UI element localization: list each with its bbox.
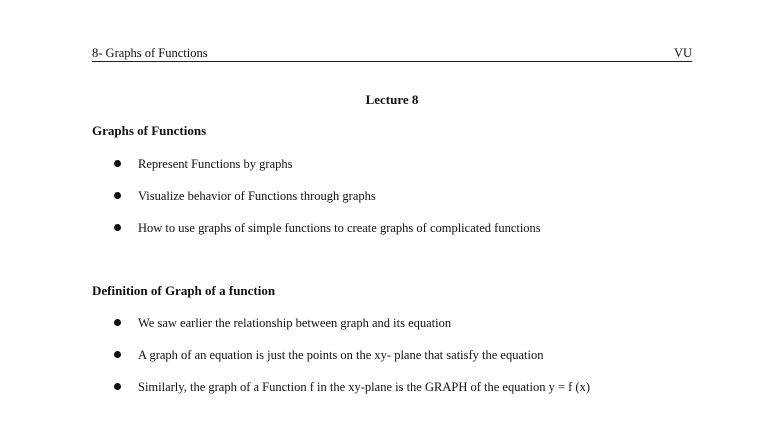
section-heading-graphs-of-functions: Graphs of Functions [92, 123, 207, 138]
bullet-dot-icon [114, 224, 121, 231]
bullet-dot-icon [114, 351, 121, 358]
header-chapter-title: 8- Graphs of Functions [92, 46, 208, 60]
lecture-title: Lecture 8 [365, 92, 419, 107]
list-item-text: Visualize behavior of Functions through graphs [138, 189, 376, 203]
list-item-text: We saw earlier the relationship between graph and its equation [138, 316, 452, 330]
bullet-dot-icon [114, 192, 121, 199]
bullet-dot-icon [114, 383, 121, 390]
list-item-text: Represent Functions by graphs [138, 157, 293, 171]
bullet-dot-icon [114, 319, 121, 326]
bullet-dot-icon [114, 160, 121, 167]
page-header [92, 45, 692, 62]
list-item-text: A graph of an equation is just the points on the xy- plane that satisfy the equation [138, 348, 544, 362]
list-item-text: Similarly, the graph of a Function f in the xy-plane is the GRAPH of the equation y = f (x) [138, 380, 590, 394]
header-institution: VU [673, 46, 692, 60]
section-heading-definition: Definition of Graph of a function [92, 283, 276, 298]
list-item-text: How to use graphs of simple functions to create graphs of complicated functions [138, 221, 541, 235]
